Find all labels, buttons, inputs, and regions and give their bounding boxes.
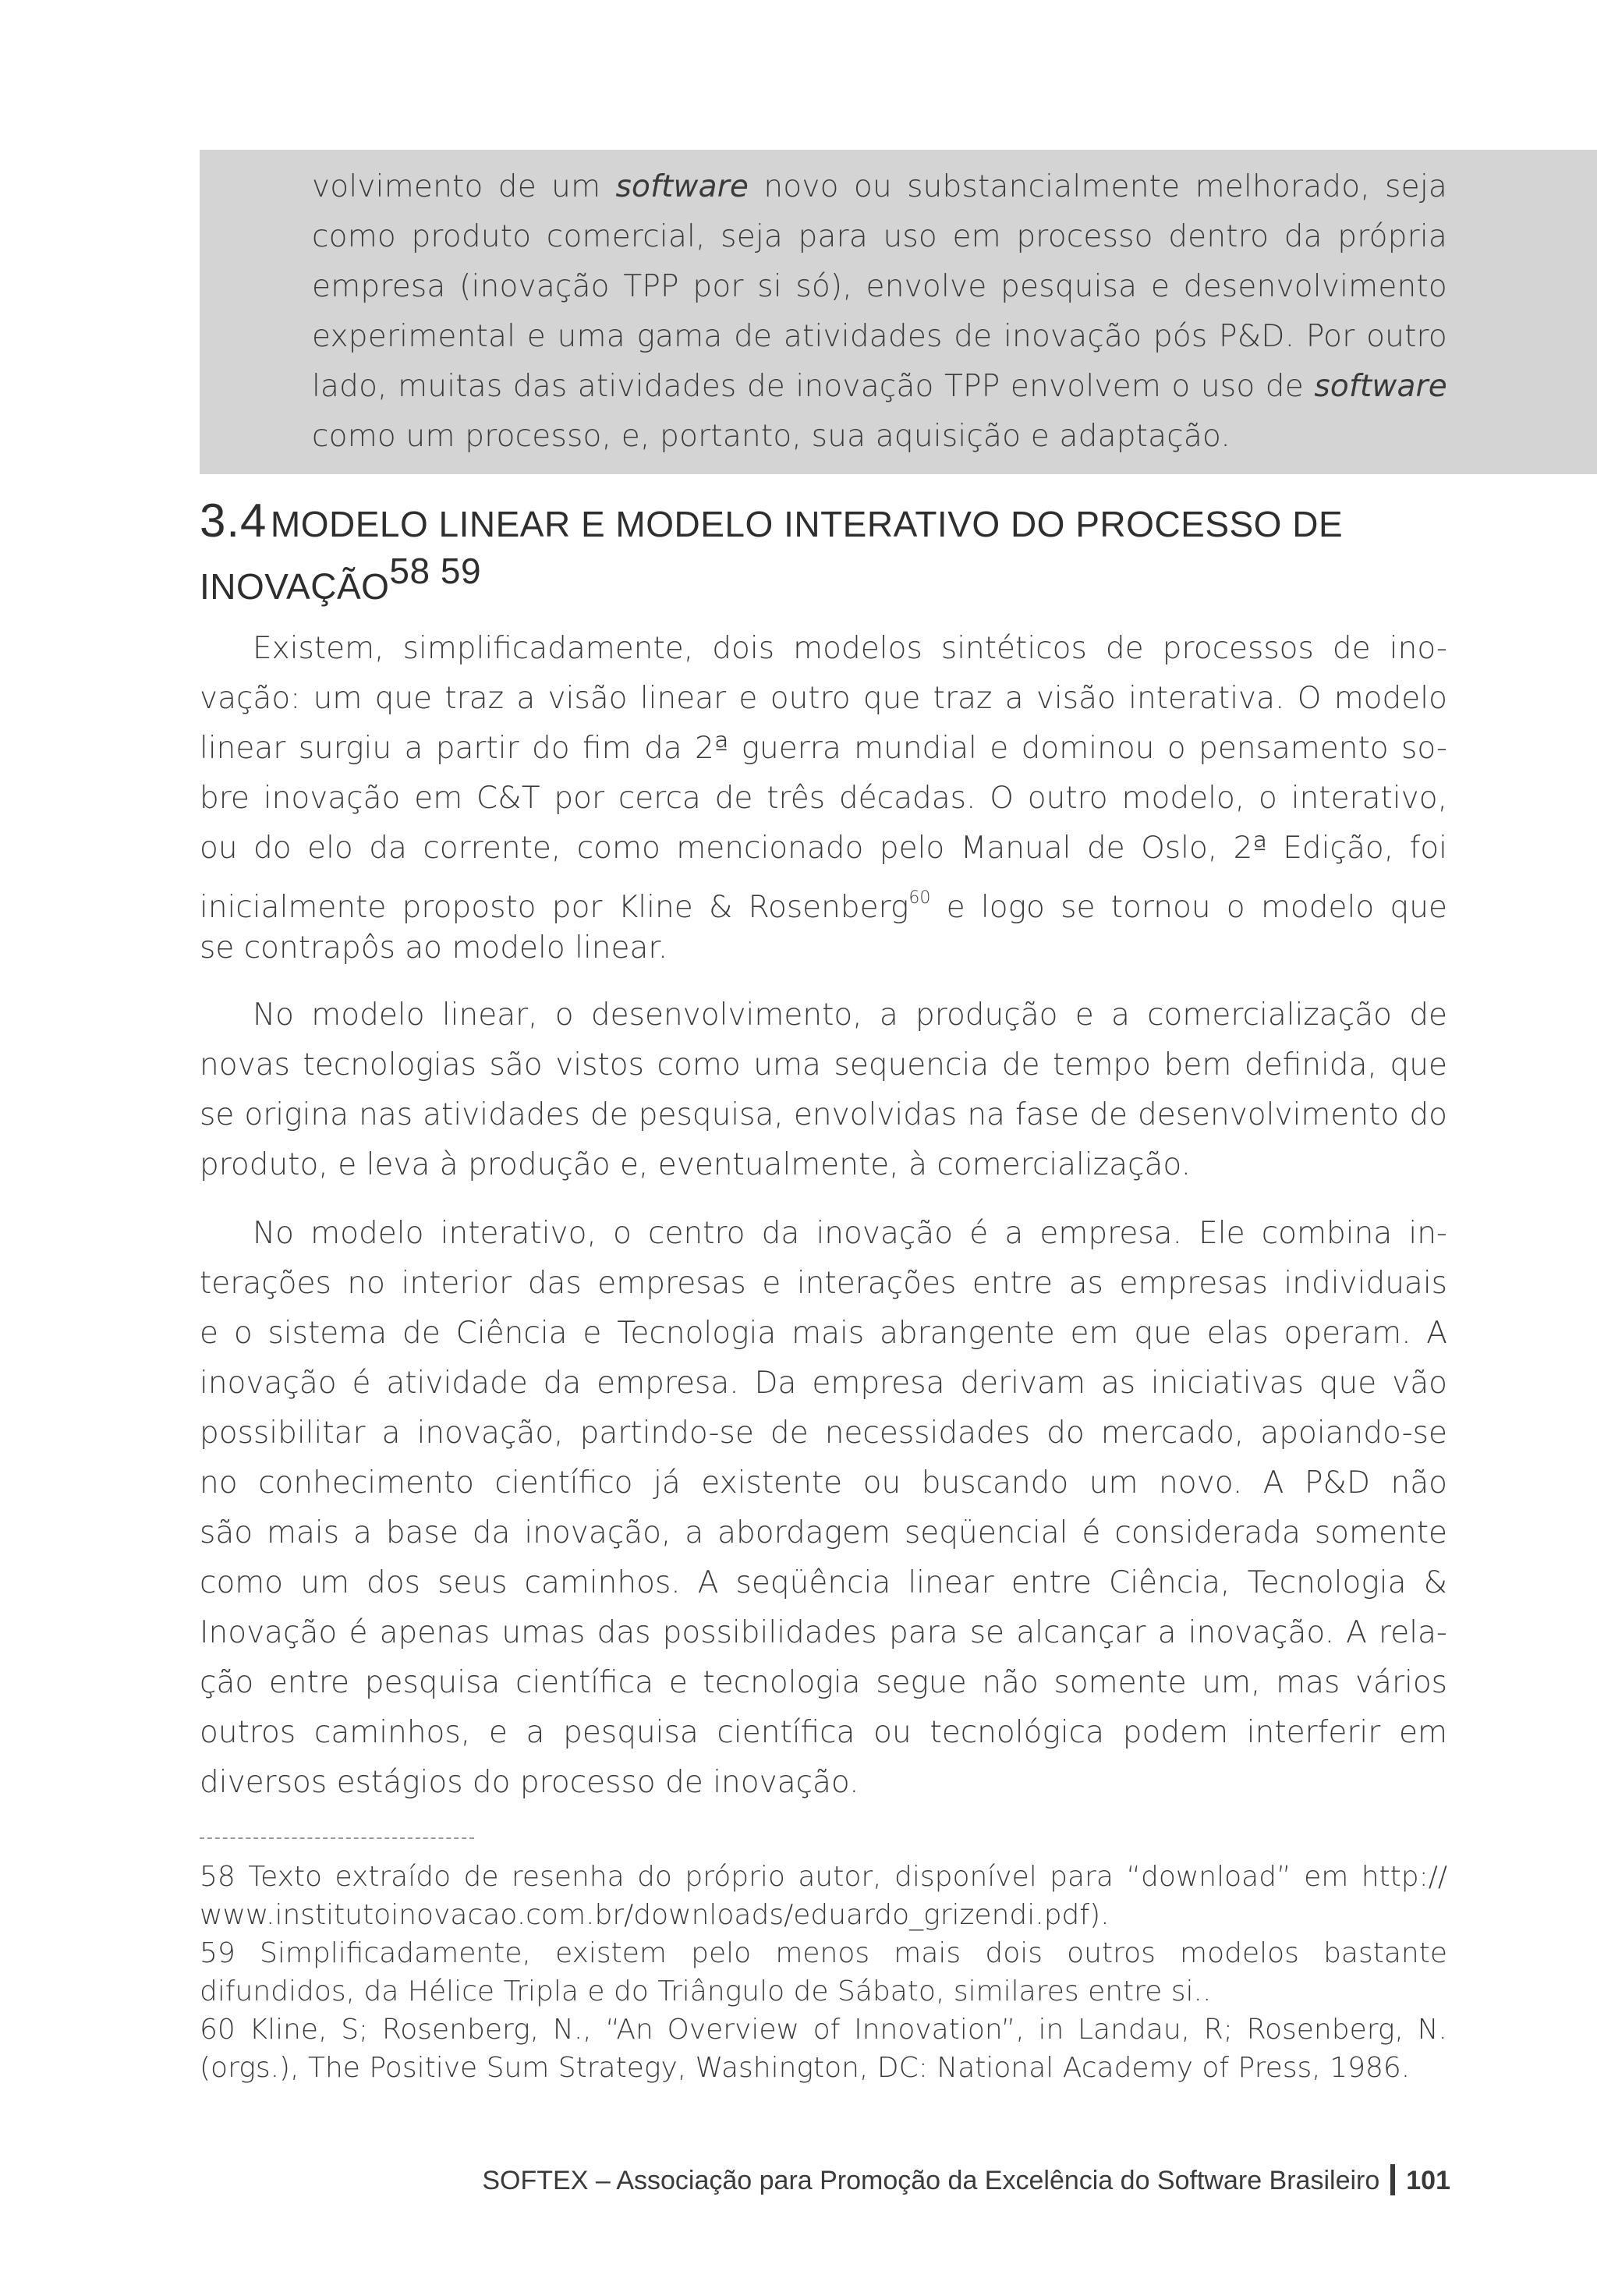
text-line: No modelo interativo, o centro da inovação é a empresa. Ele combina in- <box>253 1216 1447 1251</box>
text-line: se origina nas atividades de pesquisa, envolvidas na fase de desenvolvimento do <box>200 1097 1447 1132</box>
paragraph-1 <box>200 624 1447 973</box>
text-line: inovação é atividade da empresa. Da empresa derivam as iniciativas que vão <box>200 1366 1447 1401</box>
text-line: inicialmente proposto por Kline & Rosenberg$^{60}$ e logo se tornou o modelo que <box>200 888 1447 925</box>
text-line: se contrapôs ao modelo linear. <box>200 930 668 966</box>
text-line: como um dos seus caminhos. A seqüência linear entre Ciência, Tecnologia & <box>200 1565 1447 1600</box>
section-heading <box>200 494 1447 607</box>
heading-line-2 <box>200 546 1447 607</box>
footnote-line: 60 Kline, S; Rosenberg, N., “An Overview of Innovation”, in Landau, R; Rosenberg, N. <box>200 2014 1447 2046</box>
text-line: bre inovação em C&T por cerca de três décadas. O outro modelo, o interativo, <box>200 781 1447 816</box>
box-line: volvimento de um software novo ou substancialmente melhorado, seja <box>312 169 1447 204</box>
box-line: como um processo, e, portanto, sua aquisição e adaptação. <box>312 419 1231 454</box>
footnote-ref-60: 60 <box>908 888 931 908</box>
text-line: novas tecnologias são vistos como uma sequencia de tempo bem definida, que <box>200 1047 1447 1082</box>
footer-divider <box>1390 2164 1395 2195</box>
text-line: diversos estágios do processo de inovação. <box>200 1765 859 1800</box>
text-line: ou do elo da corrente, como mencionado pelo Manual de Oslo, 2ª Edição, foi <box>200 831 1447 866</box>
text-line: outros caminhos, e a pesquisa científica ou tecnológica podem interferir em <box>200 1715 1447 1750</box>
text-line: são mais a base da inovação, a abordagem seqüencial é considerada somente <box>200 1515 1447 1550</box>
box-line: como produto comercial, seja para uso em processo dentro da própria <box>312 219 1447 254</box>
footnotes <box>200 1858 1447 2087</box>
footnote-line: 58 Texto extraído de resenha do próprio autor, disponível para “download” em http:// <box>200 1861 1447 1893</box>
text-line: ção entre pesquisa científica e tecnologia segue não somente um, mas vários <box>200 1665 1447 1700</box>
section-title: MODELO LINEAR E MODELO INTERATIVO DO PROCESSO DE <box>270 504 1344 544</box>
text-line: possibilitar a inovação, partindo-se de necessidades do mercado, apoiando-se <box>200 1416 1447 1451</box>
footnote-line: www.institutoinovacao.com.br/downloads/eduardo_grizendi.pdf). <box>200 1899 1110 1931</box>
page-number: 101 <box>1406 2166 1450 2195</box>
text-line: no conhecimento científico já existente ou buscando um novo. A P&D não <box>200 1465 1447 1501</box>
box-line: empresa (inovação TPP por si só), envolve pesquisa e desenvolvimento <box>312 269 1447 304</box>
text-line: vação: um que traz a visão linear e outro que traz a visão interativa. O modelo <box>200 681 1447 716</box>
text-line: e o sistema de Ciência e Tecnologia mais abrangente em que elas operam. A <box>200 1316 1447 1351</box>
footnote-refs: 58 59 <box>389 551 482 591</box>
footnote-line: (orgs.), The Positive Sum Strategy, Washington, DC: National Academy of Press, 1986. <box>200 2052 1411 2084</box>
text-line: Inovação é apenas umas das possibilidades para se alcançar a inovação. A rela- <box>200 1615 1447 1650</box>
footnote-line: difundidos, da Hélice Tripla e do Triângulo de Sábato, similares entre si.. <box>200 1975 1212 2007</box>
text-line: produto, e leva à produção e, eventualmente, à comercialização. <box>200 1147 1191 1182</box>
footnote-separator <box>200 1837 474 1839</box>
heading-line-1 <box>200 496 1447 546</box>
paragraph-2 <box>200 990 1447 1190</box>
box-line: lado, muitas das atividades de inovação TPP envolvem o uso de software <box>312 369 1447 404</box>
page-footer <box>457 2157 1450 2204</box>
section-number: 3.4 <box>200 494 267 547</box>
highlight-box-text <box>312 162 1447 462</box>
box-line: experimental e uma gama de atividades de inovação pós P&D. Por outro <box>312 319 1447 354</box>
footnote-line: 59 Simplificadamente, existem pelo menos mais dois outros modelos bastante <box>200 1937 1447 1969</box>
section-title-cont: INOVAÇÃO <box>200 566 390 607</box>
text-line: linear surgiu a partir do fim da 2ª guerra mundial e dominou o pensamento so- <box>200 731 1447 766</box>
text-line: Existem, simplificadamente, dois modelos sintéticos de processos de ino- <box>253 631 1447 666</box>
paragraph-3 <box>200 1209 1447 1808</box>
text-line: No modelo linear, o desenvolvimento, a produção e a comercialização de <box>253 997 1447 1033</box>
text-line: terações no interior das empresas e interações entre as empresas individuais <box>200 1266 1447 1301</box>
footer-text: SOFTEX – Associação para Promoção da Excelência do Software Brasileiro <box>482 2166 1380 2195</box>
